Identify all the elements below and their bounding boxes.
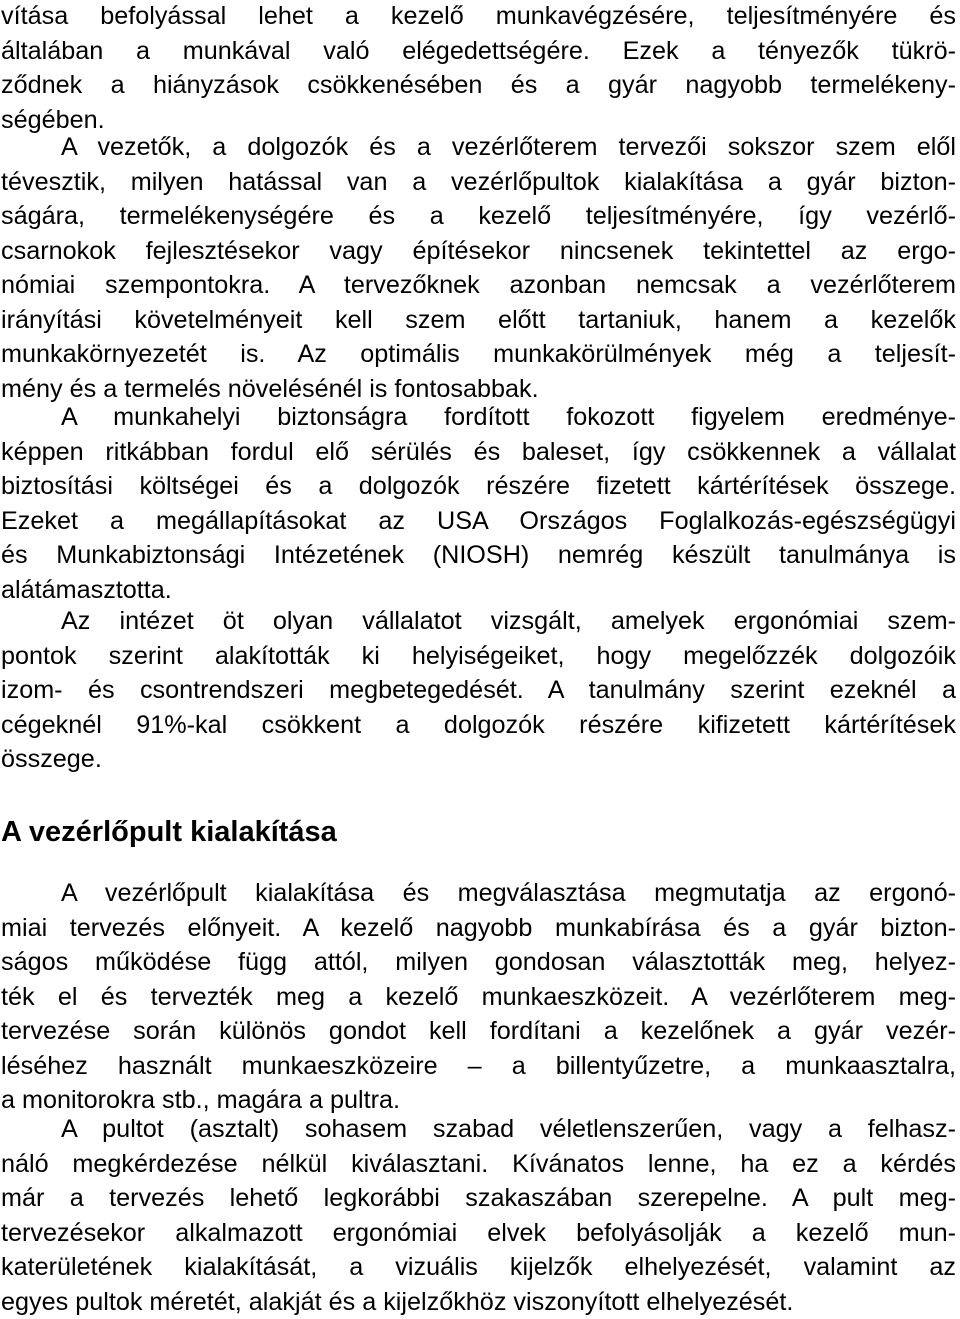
text-line: ségében. (1, 103, 956, 138)
text-line: képpen ritkábban fordul elő sérülés és baleset, így csökkennek a vállalat (1, 435, 956, 470)
text-line: A vezetők, a dolgozók és a vezérlőterem tervezői sokszor szem elől (1, 130, 956, 165)
paragraph-1 (1, 0, 956, 137)
text-line: biztosítási költségei és a dolgozók részére fizetett kártérítések összege. (1, 469, 956, 504)
text-line: egyes pultok méretét, alakját és a kijelzőkhöz viszonyított elhelyezését. (1, 1285, 956, 1319)
section-heading: A vezérlőpult kialakítása (1, 812, 337, 852)
paragraph-4 (1, 604, 956, 777)
text-line: ződnek a hiányzások csökkenésében és a gyár nagyobb termelékeny- (1, 68, 956, 103)
text-line: irányítási követelményeit kell szem előtt tartaniuk, hanem a kezelők (1, 303, 956, 338)
text-line: a monitorokra stb., magára a pultra. (1, 1083, 956, 1118)
paragraph-3 (1, 400, 956, 607)
text-line: miai tervezés előnyeit. A kezelő nagyobb munkabírása és a gyár bizton- (1, 911, 956, 946)
text-line: vítása befolyással lehet a kezelő munkavégzésére, teljesítményére és (1, 0, 956, 34)
text-line: Ezeket a megállapításokat az USA Országos Foglalkozás-egészségügyi (1, 504, 956, 539)
text-line: A vezérlőpult kialakítása és megválasztása megmutatja az ergonó- (1, 876, 956, 911)
text-line: mény és a termelés növelésénél is fontosabbak. (1, 372, 956, 407)
text-line: léséhez használt munkaeszközeire – a billentyűzetre, a munkaasztalra, (1, 1049, 956, 1084)
text-line: pontok szerint alakították ki helyiségeiket, hogy megelőzzék dolgozóik (1, 639, 956, 674)
text-line: általában a munkával való elégedettségére. Ezek a tényezők tükrö- (1, 34, 956, 69)
text-line: alátámasztotta. (1, 573, 956, 608)
text-line: csarnokok fejlesztésekor vagy építésekor nincsenek tekintettel az ergo- (1, 234, 956, 269)
paragraph-5 (1, 876, 956, 1118)
text-line: és Munkabiztonsági Intézetének (NIOSH) nemrég készült tanulmánya is (1, 538, 956, 573)
text-line: nómiai szempontokra. A tervezőknek azonban nemcsak a vezérlőterem (1, 268, 956, 303)
text-line: ték el és tervezték meg a kezelő munkaeszközeit. A vezérlőterem meg- (1, 980, 956, 1015)
paragraph-6 (1, 1112, 956, 1319)
text-line: izom- és csontrendszeri megbetegedését. A tanulmány szerint ezeknél a (1, 673, 956, 708)
text-line: tévesztik, milyen hatással van a vezérlőpultok kialakítása a gyár bizton- (1, 165, 956, 200)
text-line: náló megkérdezése nélkül kiválasztani. Kívánatos lenne, ha ez a kérdés (1, 1147, 956, 1182)
text-line: katerületének kialakítását, a vizuális kijelzők elhelyezését, valamint az (1, 1250, 956, 1285)
text-line: ságos működése függ attól, milyen gondosan választották meg, helyez- (1, 945, 956, 980)
text-line: összege. (1, 742, 956, 777)
text-line: Az intézet öt olyan vállalatot vizsgált, amelyek ergonómiai szem- (1, 604, 956, 639)
text-line: A pultot (asztalt) sohasem szabad véletlenszerűen, vagy a felhasz- (1, 1112, 956, 1147)
text-line: tervezésekor alkalmazott ergonómiai elvek befolyásolják a kezelő mun- (1, 1216, 956, 1251)
paragraph-2 (1, 130, 956, 406)
text-line: munkakörnyezetét is. Az optimális munkakörülmények még a teljesít- (1, 337, 956, 372)
text-line: tervezése során különös gondot kell fordítani a kezelőnek a gyár vezér- (1, 1014, 956, 1049)
text-line: A munkahelyi biztonságra fordított fokozott figyelem eredménye- (1, 400, 956, 435)
text-line: cégeknél 91%-kal csökkent a dolgozók részére kifizetett kártérítések (1, 708, 956, 743)
text-line: már a tervezés lehető legkorábbi szakaszában szerepelne. A pult meg- (1, 1181, 956, 1216)
text-line: ságára, termelékenységére és a kezelő teljesítményére, így vezérlő- (1, 199, 956, 234)
